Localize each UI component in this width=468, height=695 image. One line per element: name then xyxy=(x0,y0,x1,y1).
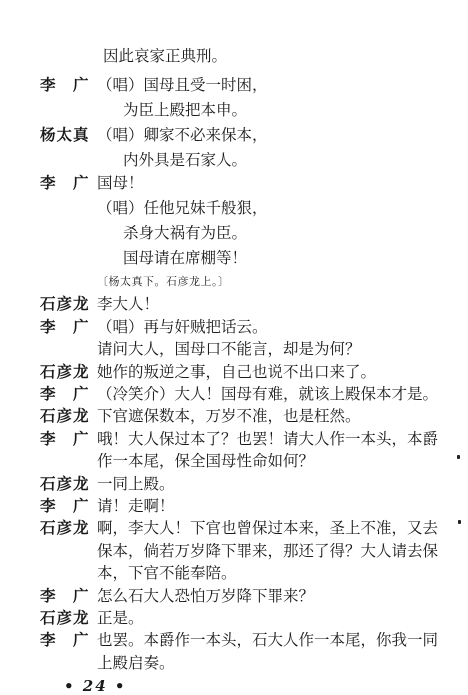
dialogue-line: 保本，倘若万岁降下罪来，那还了得？大人请去保 xyxy=(97,541,439,560)
speaker-label: 杨太真 xyxy=(40,125,90,144)
speaker-label: 李 广 xyxy=(40,428,90,448)
dialogue-line: 国母！ xyxy=(97,174,144,192)
dialogue-line: 请！走啊！ xyxy=(97,497,175,515)
dialogue-line: 一同上殿。 xyxy=(97,474,175,493)
dialogue-line: （唱）国母且受一时困， xyxy=(97,76,268,94)
scan-speck xyxy=(458,520,461,524)
dialogue-line: 李大人！ xyxy=(97,295,160,314)
dialogue-line: 正是。 xyxy=(97,609,144,627)
speaker-label: 李 广 xyxy=(40,173,90,192)
dialogue-line: 因此哀家正典刑。 xyxy=(103,47,228,65)
speaker-label: 石彦龙 xyxy=(40,518,90,538)
stage-direction: 〔杨太真下。石彦龙上。〕 xyxy=(97,275,230,288)
speaker-label: 李 广 xyxy=(40,630,90,650)
speaker-label: 李 广 xyxy=(40,384,90,403)
dialogue-line: 怎么石大人恐怕万岁降下罪来？ xyxy=(97,586,315,605)
speaker-label: 石彦龙 xyxy=(40,473,90,493)
dialogue-line: （唱）再与奸贼把话云。 xyxy=(97,317,268,336)
dialogue-line: （唱）卿家不必来保本， xyxy=(97,126,268,144)
dialogue-line: （唱）任他兄妹千般狠， xyxy=(97,199,268,217)
speaker-label: 石彦龙 xyxy=(40,608,90,627)
dialogue-line: 她作的叛逆之事，自己也说不出口来了。 xyxy=(97,362,377,381)
dialogue-line: 也罢。本爵作一本头，石大人作一本尾，你我一同 xyxy=(97,631,439,650)
page-number: • 24 • xyxy=(64,677,127,695)
speaker-label: 李 广 xyxy=(40,316,90,336)
speaker-label: 石彦龙 xyxy=(40,361,90,381)
dialogue-line: 下官遮保数本，万岁不准，也是枉然。 xyxy=(97,407,361,426)
speaker-label: 石彦龙 xyxy=(40,294,90,314)
speaker-label: 李 广 xyxy=(40,585,90,605)
scan-speck xyxy=(457,455,460,459)
dialogue-line: 上殿启奏。 xyxy=(97,653,175,672)
dialogue-line: 请问大人，国母口不能言，却是为何？ xyxy=(97,340,361,359)
dialogue-line: 国母请在席棚等！ xyxy=(123,249,248,267)
dialogue-line: 作一本尾，保全国母性命如何？ xyxy=(97,452,315,471)
speaker-label: 石彦龙 xyxy=(40,406,90,426)
speaker-label: 李 广 xyxy=(40,75,90,94)
dialogue-line: 内外具是石家人。 xyxy=(123,151,248,169)
dialogue-line: （冷笑介）大人！国母有难，就该上殿保本才是。 xyxy=(97,385,439,403)
dialogue-line: 为臣上殿把本申。 xyxy=(123,101,248,119)
dialogue-line: 本，下官不能奉陪。 xyxy=(97,564,237,583)
dialogue-line: 杀身大祸有为臣。 xyxy=(123,224,248,242)
speaker-label: 李 广 xyxy=(40,496,90,515)
dialogue-line: 哦！大人保过本了？也罢！请大人作一本头，本爵 xyxy=(97,429,439,448)
dialogue-line: 啊，李大人！下官也曾保过本来，圣上不准，又去 xyxy=(97,519,439,538)
